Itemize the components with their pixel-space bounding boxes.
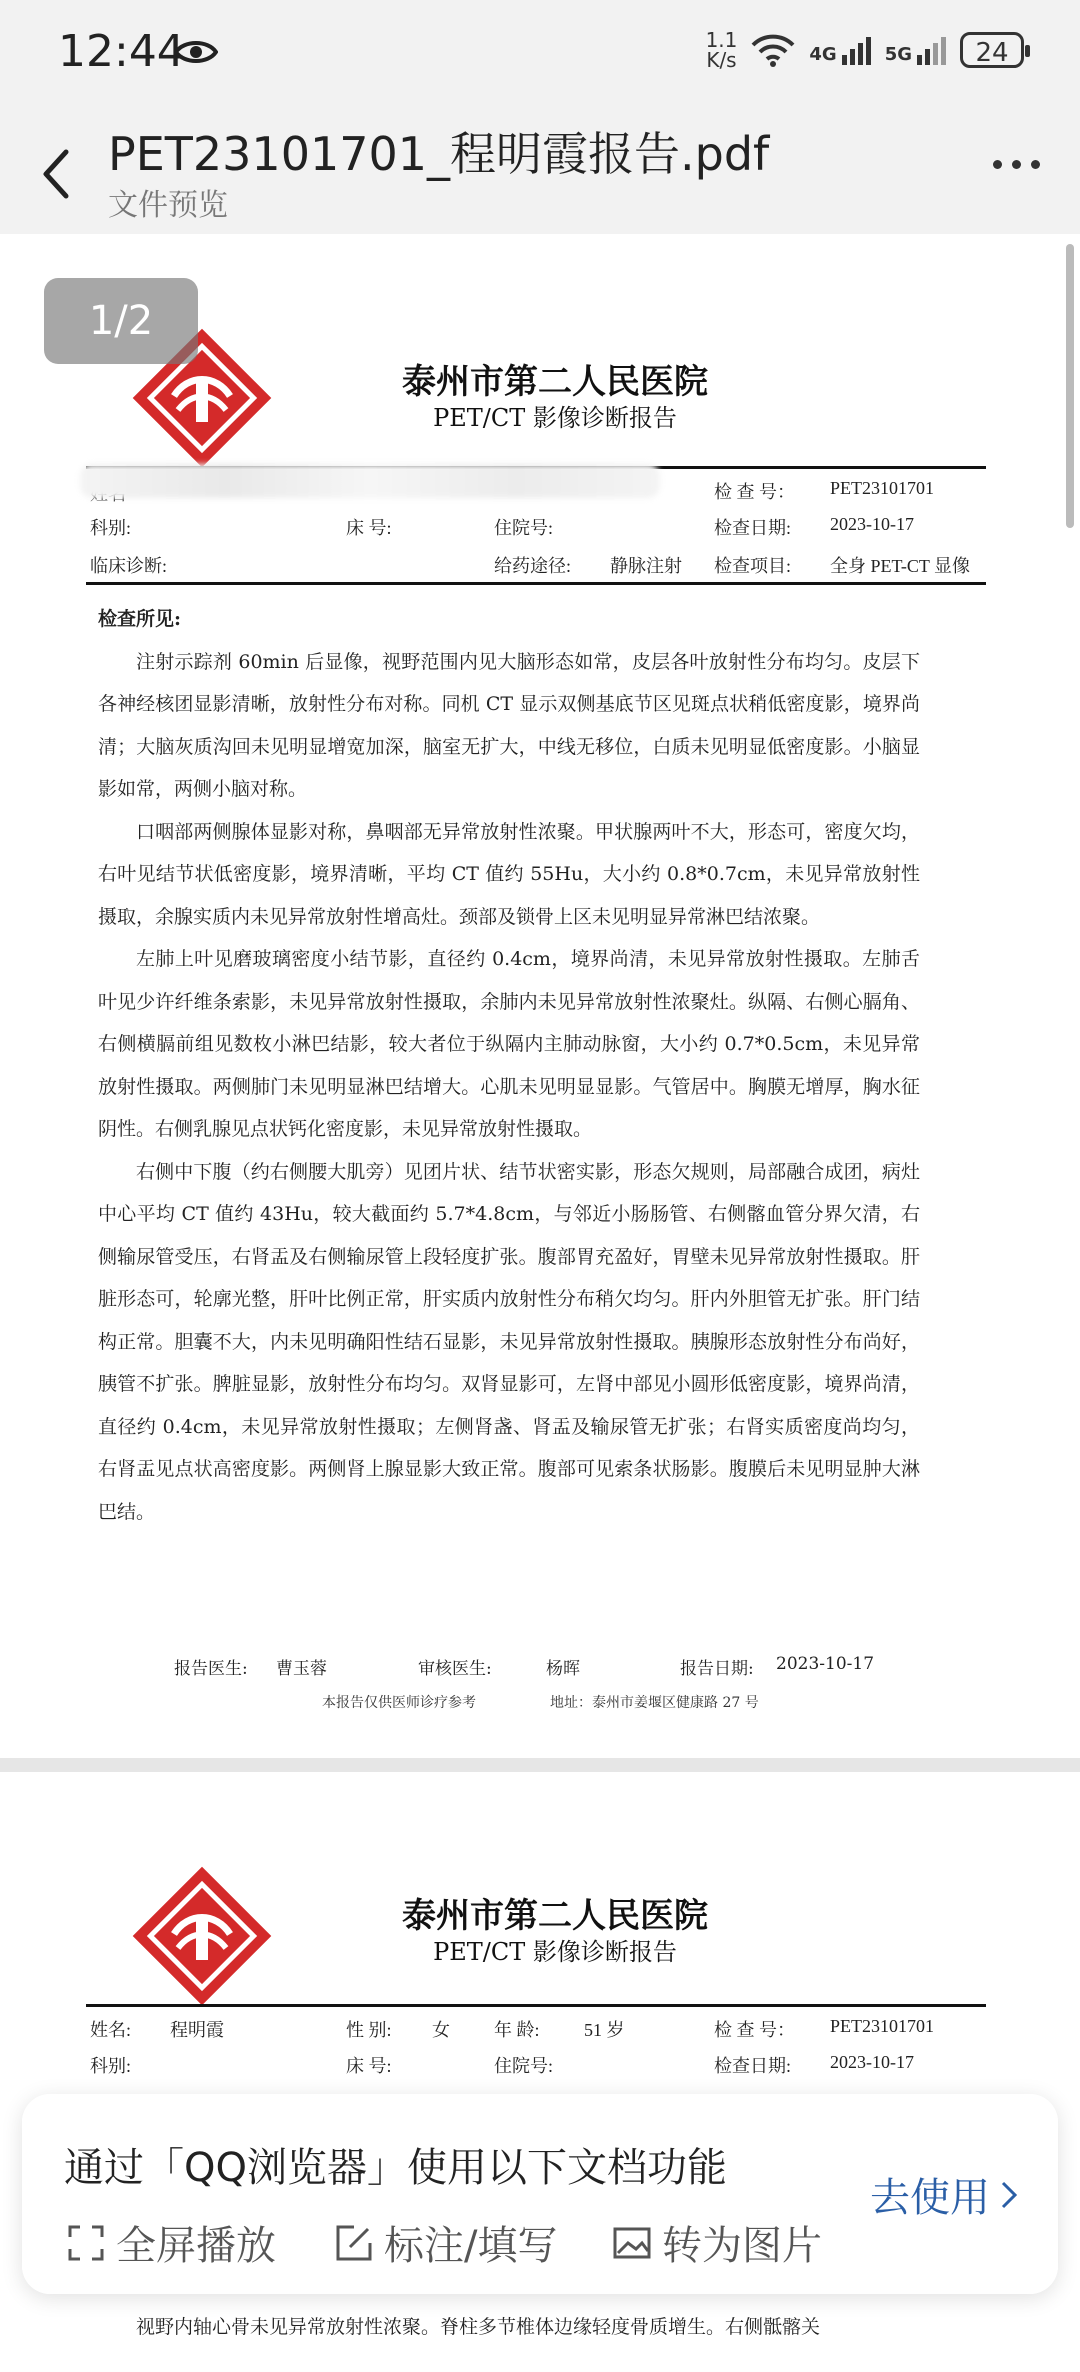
name-label: 姓名: <box>90 2020 132 2040</box>
section-title: 检查所见: <box>98 608 182 630</box>
header-rule <box>86 2004 986 2007</box>
inpatient-label: 住院号: <box>494 518 554 538</box>
exam-no-label: 检 查 号： <box>714 482 795 502</box>
exam-item: 全身 PET-CT 显像 <box>830 556 971 576</box>
pdf-page-1 <box>0 234 1080 1758</box>
gender: 女 <box>432 2020 450 2040</box>
reviewer-label: 审核医生: <box>418 1659 492 1679</box>
eye-icon <box>174 38 218 66</box>
file-title: PET23101701_程明霞报告.pdf <box>108 127 770 181</box>
exam-item-label: 检查项目: <box>714 556 792 576</box>
status-time: 12:44 <box>58 26 185 77</box>
to-image-button[interactable]: 转为图片 <box>612 2214 822 2271</box>
findings-paragraph: 注射示踪剂 60min 后显像，视野范围内见大脑形态如常，皮层各叶放射性分布均匀。皮层下各神经核团显影清晰，放射性分布对称。同机 CT 显示双侧基底节区见斑点状稍低密度影，境界尚清；大脑灰质沟回未见明显增宽加深，脑室无扩大，中线无移位，白质未见明显低密度影。小脑显影如常，两侧小脑对称。 <box>98 650 920 800</box>
clinical-diagnosis-label: 临床诊断: <box>90 556 168 576</box>
annotate-button[interactable]: 标注/填写 <box>334 2214 557 2271</box>
age-label: 年 龄: <box>494 2020 540 2040</box>
info-rule <box>86 582 986 585</box>
findings-body <box>98 598 920 1533</box>
exam-no-label: 检 查 号： <box>714 2020 795 2040</box>
findings-paragraph: 左肺上叶见磨玻璃密度小结节影，直径约 0.4cm，境界尚清，未见异常放射性摄取。左肺舌叶见少许纤维条索影，未见异常放射性摄取，余肺内未见异常放射性浓聚灶。纵隔、右侧心膈角、右侧横膈前组见数枚小淋巴结影，较大者位于纵隔内主肺动脉窗，大小约 0.7*0.5cm，未见异常放射性摄取。两侧肺门未见明显淋巴结增大。心肌未见明显显影。气管居中。胸膜无增厚，胸水征阴性。右侧乳腺见点状钙化密度影，未见异常放射性摄取。 <box>98 948 920 1140</box>
report-title: PET/CT 影像诊断报告 <box>433 1938 677 1966</box>
hospital-name: 泰州市第二人民医院 <box>402 362 708 402</box>
exam-date: 2023-10-17 <box>830 514 914 534</box>
exam-date: 2023-10-17 <box>830 2052 914 2072</box>
file-subtitle: 文件预览 <box>108 188 228 223</box>
report-doctor: 曹玉蓉 <box>276 1659 327 1679</box>
battery-icon: 24 <box>960 32 1024 68</box>
inpatient-label: 住院号: <box>494 2056 554 2076</box>
status-icons <box>706 30 1024 70</box>
report-date-label: 报告日期: <box>680 1659 754 1679</box>
more-menu-icon[interactable] <box>993 160 1040 169</box>
exam-date-label: 检查日期: <box>714 2056 792 2076</box>
scrollbar[interactable] <box>1066 244 1074 528</box>
bed-label: 床 号: <box>346 2056 392 2076</box>
redacted-patient-info <box>80 464 660 498</box>
signal-4g-icon: 4G <box>809 35 870 65</box>
exam-no: PET23101701 <box>830 2016 935 2036</box>
hospital-name: 泰州市第二人民医院 <box>402 1896 708 1936</box>
dept-label: 科别: <box>90 518 132 538</box>
app-header <box>0 108 1080 234</box>
back-icon[interactable] <box>36 144 76 204</box>
bed-label: 床 号: <box>346 518 392 538</box>
image-icon <box>612 2223 652 2263</box>
patient-name: 程明霞 <box>170 2020 224 2040</box>
reviewer: 杨晖 <box>546 1659 580 1679</box>
gender-label: 性 别: <box>346 2020 392 2040</box>
fullscreen-button[interactable]: 全屏播放 <box>66 2214 276 2271</box>
disclaimer: 本报告仅供医师诊疗参考 <box>322 1695 476 1711</box>
use-now-button[interactable]: 去使用 <box>870 2166 1018 2223</box>
route-label: 给药途径: <box>494 556 572 576</box>
chevron-right-icon <box>1000 2180 1018 2210</box>
hospital-address: 地址：泰州市姜堰区健康路 27 号 <box>550 1695 759 1711</box>
exam-no: PET23101701 <box>830 478 935 498</box>
route: 静脉注射 <box>610 556 682 576</box>
report-date: 2023-10-17 <box>776 1654 875 1674</box>
findings-paragraph: 视野内轴心骨未见异常放射性浓聚。脊柱多节椎体边缘轻度骨质增生。右侧骶髂关 <box>136 2316 821 2338</box>
net-speed: 1.1 K/s <box>705 28 738 72</box>
signal-5g-icon: 5G <box>885 35 946 65</box>
findings-body <box>98 2312 920 2342</box>
report-title: PET/CT 影像诊断报告 <box>433 404 677 432</box>
page-indicator: 1/2 <box>44 278 198 364</box>
qq-browser-banner[interactable] <box>22 2094 1058 2294</box>
wifi-icon <box>751 33 795 67</box>
report-doctor-label: 报告医生: <box>174 1659 248 1679</box>
findings-paragraph: 口咽部两侧腺体显影对称，鼻咽部无异常放射性浓聚。甲状腺两叶不大，形态可，密度欠均，右叶见结节状低密度影，境界清晰，平均 CT 值约 55Hu，大小约 0.8*0.7cm，未见异常放射性摄取，余腺实质内未见异常放射性增高灶。颈部及锁骨上区未见明显异常淋巴结浓聚。 <box>98 820 920 928</box>
status-bar <box>0 0 1080 108</box>
exam-date-label: 检查日期: <box>714 518 792 538</box>
findings-paragraph: 右侧中下腹（约右侧腰大肌旁）见团片状、结节状密实影，形态欠规则，局部融合成团，病灶中心平均 CT 值约 43Hu，较大截面约 5.7*4.8cm，与邻近小肠肠管、右侧髂血管分界欠清，右侧输尿管受压，右肾盂及右侧输尿管上段轻度扩张。腹部胃充盈好，胃壁未见异常放射性摄取。肝脏形态可，轮廓光整，肝叶比例正常，肝实质内放射性分布稍欠均匀。肝内外胆管无扩张。肝门结构正常。胆囊不大，内未见明确阳性结石显影，未见异常放射性摄取。胰腺形态放射性分布尚好，胰管不扩张。脾脏显影，放射性分布均匀。双肾显影可，左肾中部见小圆形低密度影，境界尚清，直径约 0.4cm，未见异常放射性摄取；左侧肾盏、肾盂及输尿管无扩张；右肾实质密度尚均匀，右肾盂见点状高密度影。两侧肾上腺显影大致正常。腹部可见索条状肠影。腹膜后未见明显肿大淋巴结。 <box>98 1160 920 1523</box>
edit-icon <box>334 2223 374 2263</box>
fullscreen-icon <box>66 2223 106 2263</box>
age: 51 岁 <box>584 2020 625 2040</box>
dept-label: 科别: <box>90 2056 132 2076</box>
banner-title: 通过「QQ浏览器」使用以下文档功能 <box>64 2145 727 2191</box>
